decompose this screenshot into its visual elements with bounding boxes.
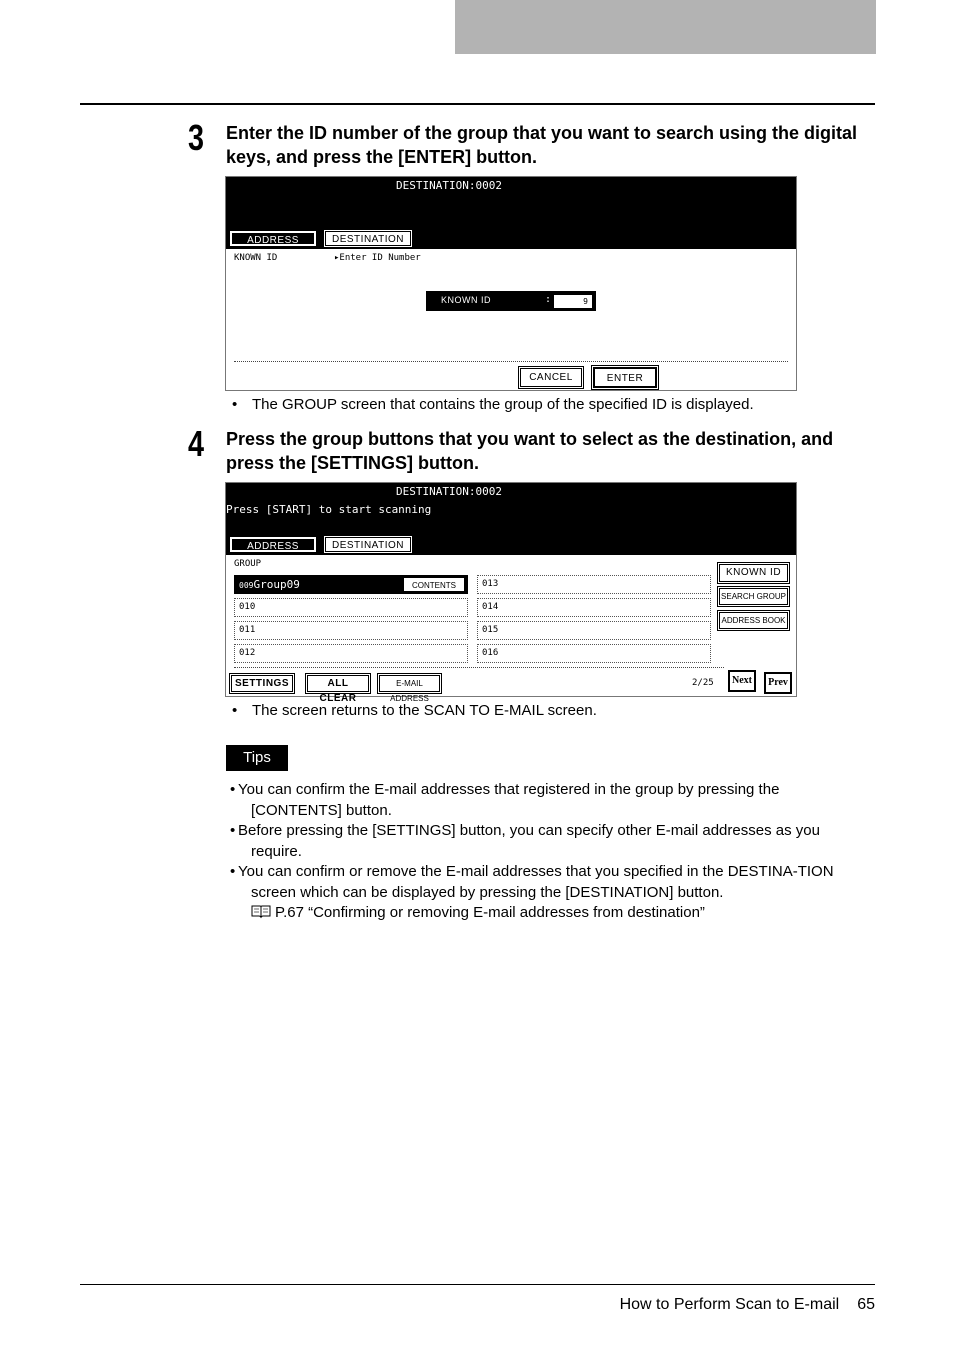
tab-destination[interactable]: DESTINATION	[325, 537, 411, 552]
screen-header	[226, 177, 796, 249]
arrow-right-icon: ▸	[334, 253, 340, 263]
address-book-button[interactable]: ADDRESS BOOK	[719, 612, 788, 629]
bullet-dot: •	[230, 863, 236, 880]
group-label: GROUP	[234, 559, 262, 569]
group-number: 009	[239, 581, 254, 590]
destination-count: DESTINATION:0002	[396, 485, 502, 498]
known-id-value: 9	[554, 295, 592, 308]
step-3-number: 3	[188, 117, 205, 158]
book-icon	[251, 905, 271, 918]
all-clear-button[interactable]: ALL CLEAR	[307, 675, 369, 692]
instruction-text: ▸Enter ID Number	[334, 253, 421, 263]
destination-count: DESTINATION:0002	[396, 179, 502, 192]
group-button[interactable]: 012	[234, 644, 468, 663]
divider	[234, 667, 724, 668]
email-address-button[interactable]: E-MAIL ADDRESS	[379, 675, 440, 692]
next-page-icon[interactable]: Next	[728, 670, 756, 692]
footer-title: How to Perform Scan to E-mail	[619, 1296, 840, 1313]
tip-item: • You can confirm the E-mail addresses that registered in the group by pressing the [CONTENTS] button.	[230, 781, 780, 819]
known-id-mode-label: KNOWN ID	[234, 253, 278, 263]
known-id-field-label: KNOWN ID	[441, 295, 491, 305]
screen-header	[226, 483, 796, 555]
bullet-dot: •	[230, 781, 236, 798]
known-id-button[interactable]: KNOWN ID	[719, 564, 788, 582]
step-4-bullet: • The screen returns to the SCAN TO E-MAIL screen.	[232, 702, 597, 719]
group-button[interactable]: 010	[234, 598, 468, 617]
step-4-instruction: Press the group buttons that you want to select as the destination, and press the [SETTINGS] button.	[226, 429, 834, 473]
prev-page-icon[interactable]: Prev	[764, 672, 792, 694]
bullet-dot: •	[230, 822, 236, 839]
group-button[interactable]: 013	[477, 575, 711, 594]
known-id-colon: :	[545, 294, 552, 305]
cancel-button[interactable]: CANCEL	[520, 368, 582, 387]
search-group-button[interactable]: SEARCH GROUP	[719, 588, 788, 605]
bullet-dot: •	[232, 396, 238, 413]
group-screen	[225, 482, 797, 704]
page-footer	[620, 1296, 875, 1314]
step-4-number: 4	[188, 423, 205, 464]
group-button-selected[interactable]	[234, 575, 468, 594]
top-rule	[80, 103, 875, 105]
divider	[234, 361, 788, 362]
tips-label: Tips	[226, 745, 288, 771]
enter-button[interactable]: ENTER	[593, 367, 657, 388]
contents-button[interactable]: CONTENTS	[403, 577, 465, 592]
group-button[interactable]: 014	[477, 598, 711, 617]
group-button[interactable]: 011	[234, 621, 468, 640]
step-3-bullet: • The GROUP screen that contains the group of the specified ID is displayed.	[232, 396, 754, 413]
known-id-screen	[225, 176, 797, 391]
start-prompt: Press [START] to start scanning	[226, 503, 432, 516]
step-3-instruction: Enter the ID number of the group that you want to search using the digital keys, and press the [ENTER] button.	[226, 123, 858, 167]
header-gray-bar	[455, 0, 876, 54]
tab-address[interactable]: ADDRESS	[230, 231, 316, 246]
bottom-rule	[80, 1284, 875, 1285]
group-name: Group09	[253, 578, 300, 591]
bullet-dot: •	[232, 702, 238, 719]
tip-item: • Before pressing the [SETTINGS] button, you can specify other E-mail addresses as you require.	[230, 822, 820, 860]
page-indicator: 2/25	[692, 678, 714, 688]
settings-button[interactable]: SETTINGS	[231, 675, 293, 692]
page-number: 65	[857, 1296, 875, 1313]
reference-link[interactable]: P.67 “Confirming or removing E-mail addresses from destination”	[251, 903, 705, 923]
tab-destination[interactable]: DESTINATION	[325, 231, 411, 246]
tip-item: • You can confirm or remove the E-mail addresses that you specified in the DESTINA-TION screen which can be displayed by pressing the [DESTINATION] button.	[230, 863, 834, 901]
known-id-input[interactable]	[426, 291, 596, 311]
group-button[interactable]: 015	[477, 621, 711, 640]
tab-address[interactable]: ADDRESS	[230, 537, 316, 552]
group-button[interactable]: 016	[477, 644, 711, 663]
